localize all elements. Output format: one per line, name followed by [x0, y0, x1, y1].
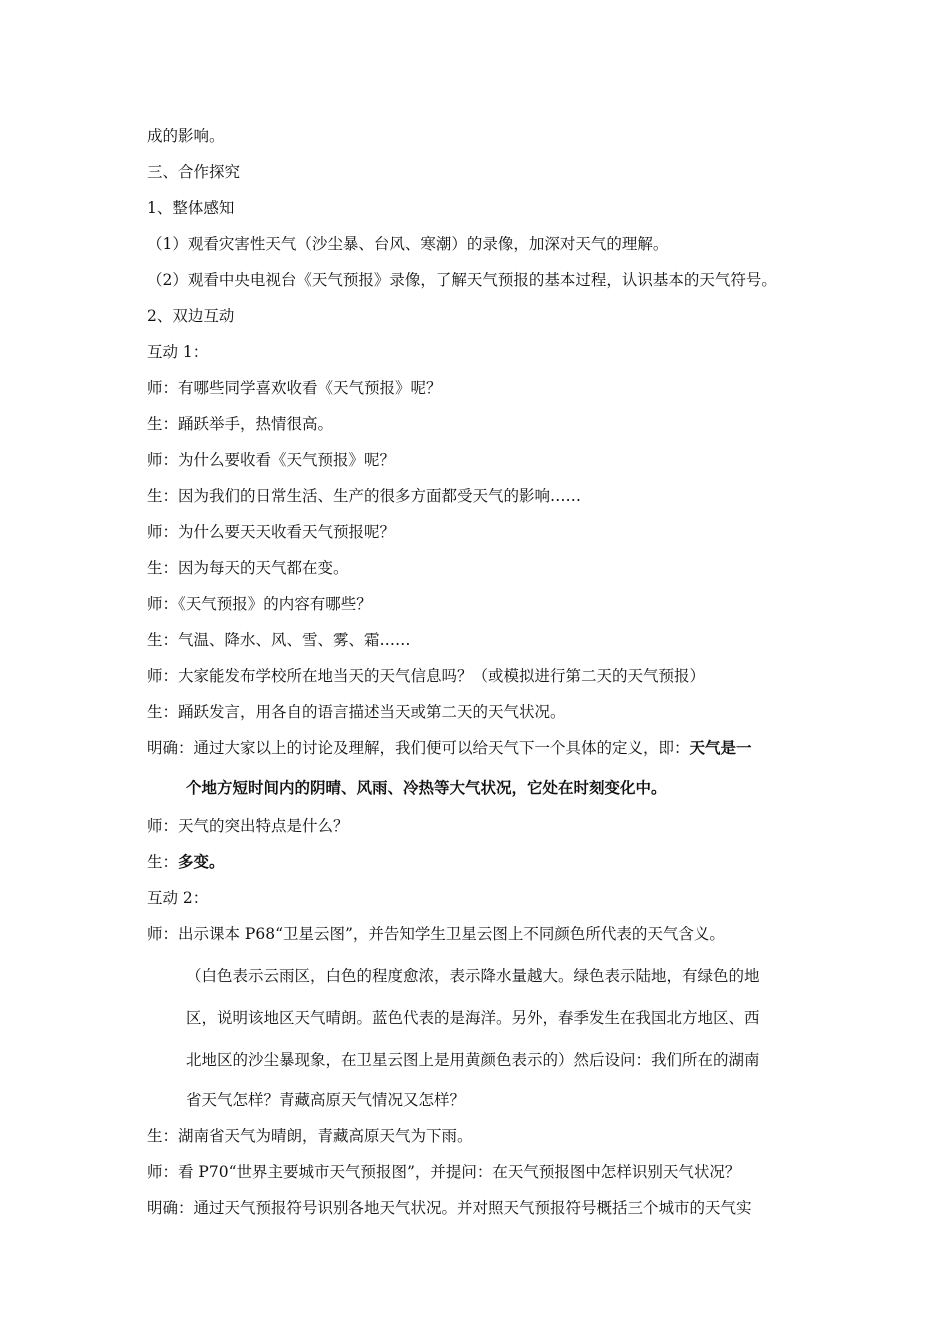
dialogue-line: 生：湖南省天气为晴朗，青藏高原天气为下雨。 [147, 1127, 473, 1145]
paragraph-line: 省天气怎样？青藏高原天气情况又怎样？ [186, 1091, 466, 1109]
paragraph-line: 成的影响。 [147, 127, 225, 145]
dialogue-line: 师：有哪些同学喜欢收看《天气预报》呢？ [147, 379, 442, 397]
definition-bold-text: 天气是一 [689, 738, 752, 757]
dialogue-line: 师：为什么要天天收看天气预报呢？ [147, 523, 396, 541]
definition-continuation: 个地方短时间内的阴晴、风雨、冷热等大气状况，它处在时刻变化中。 [186, 778, 667, 797]
dialogue-line: 生：踊跃举手，热情很高。 [147, 415, 334, 433]
dialogue-line: 师：大家能发布学校所在地当天的天气信息吗？（或模拟进行第二天的天气预报） [147, 667, 706, 685]
answer-bold-text: 多变。 [178, 852, 225, 871]
paragraph-line: 区，说明该地区天气晴朗。蓝色代表的是海洋。另外，春季发生在我国北方地区、西 [186, 1009, 760, 1027]
paragraph-line: 北地区的沙尘暴现象，在卫星云图上是用黄颜色表示的）然后设问：我们所在的湖南 [186, 1051, 760, 1069]
dialogue-line: 师：为什么要收看《天气预报》呢？ [147, 451, 396, 469]
dialogue-line: 师：出示课本 P68“卫星云图”，并告知学生卫星云图上不同颜色所代表的天气含义。 [147, 925, 725, 943]
interaction-heading: 互动 1： [147, 343, 209, 361]
paragraph-line: （1）观看灾害性天气（沙尘暴、台风、寒潮）的录像，加深对天气的理解。 [147, 235, 669, 253]
dialogue-line: 师：《天气预报》的内容有哪些？ [147, 595, 372, 613]
paragraph-line: 明确：通过天气预报符号识别各地天气状况。并对照天气预报符号概括三个城市的天气实 [147, 1199, 752, 1217]
dialogue-line [147, 852, 225, 872]
dialogue-line: 生：踊跃发言，用各自的语言描述当天或第二天的天气状况。 [147, 703, 566, 721]
subsection-heading: 1、整体感知 [147, 199, 235, 217]
definition-line [147, 738, 752, 758]
definition-prefix: 明确：通过大家以上的讨论及理解，我们便可以给天气下一个具体的定义，即： [147, 739, 690, 757]
dialogue-line: 生：气温、降水、风、雪、雾、霜…… [147, 631, 411, 649]
dialogue-line: 师：天气的突出特点是什么？ [147, 817, 349, 835]
paragraph-line: （白色表示云雨区，白色的程度愈浓，表示降水量越大。绿色表示陆地，有绿色的地 [186, 967, 760, 985]
speaker-prefix: 生： [147, 853, 179, 871]
subsection-heading: 2、双边互动 [147, 307, 235, 325]
dialogue-line: 生：因为我们的日常生活、生产的很多方面都受天气的影响…… [147, 487, 582, 505]
section-heading: 三、合作探究 [147, 163, 241, 181]
dialogue-line: 生：因为每天的天气都在变。 [147, 559, 349, 577]
paragraph-line: （2）观看中央电视台《天气预报》录像，了解天气预报的基本过程，认识基本的天气符号。 [147, 271, 777, 289]
dialogue-line: 师：看 P70“世界主要城市天气预报图”，并提问：在天气预报图中怎样识别天气状况？ [147, 1163, 741, 1181]
interaction-heading: 互动 2： [147, 889, 209, 907]
